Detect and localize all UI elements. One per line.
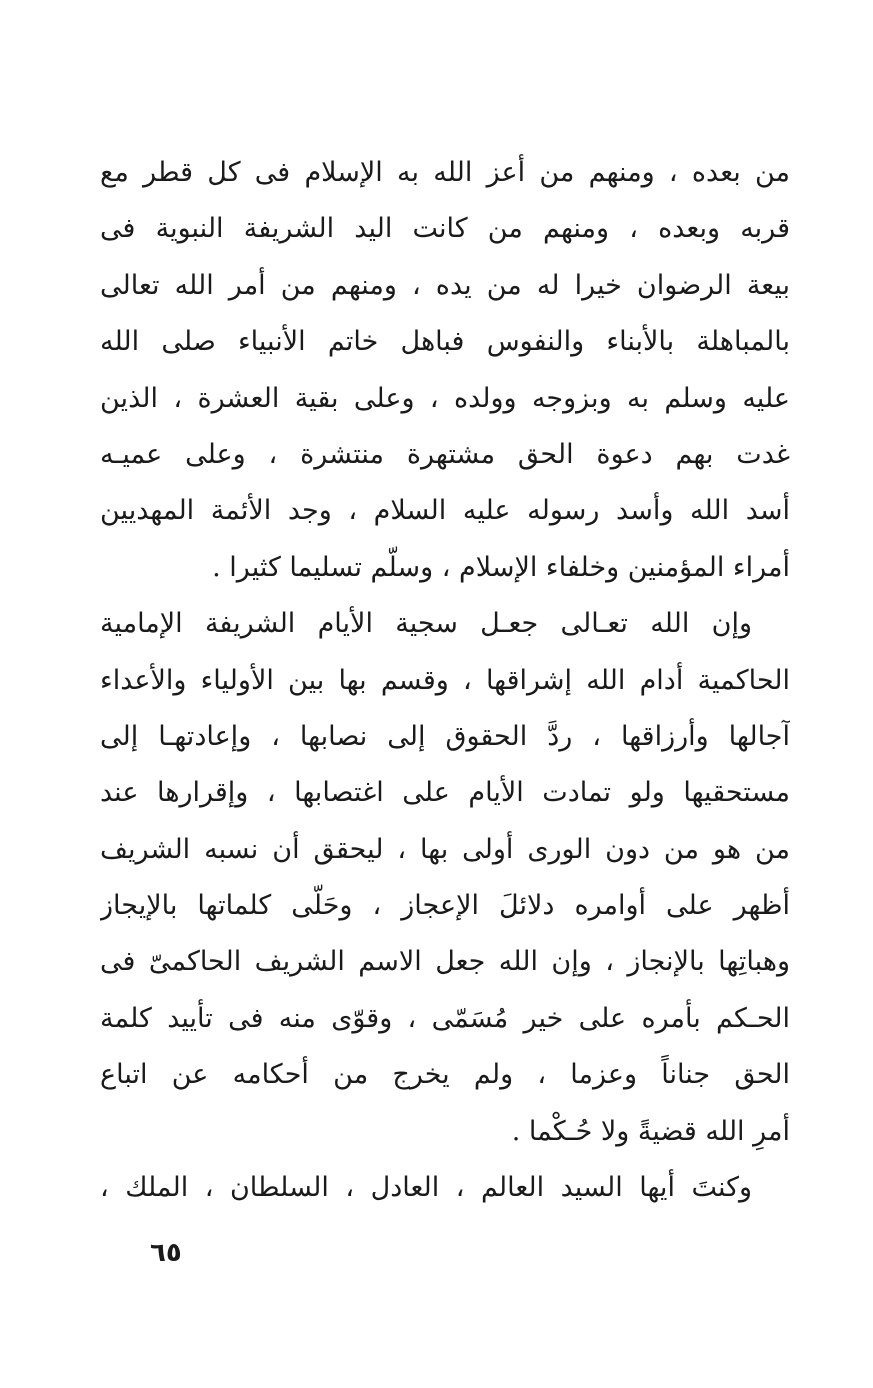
text-line: من هو من دون الورى أولى بها ، ليحقق أن نسبه الشريف (100, 833, 790, 865)
text-line: آجالها وأرزاقها ، ردَّ الحقوق إلى نصابها ، وإعادتهـا إلى (100, 720, 790, 752)
text-line: وهباتِها بالإنجاز ، وإن الله جعل الاسم الشريف الحاكمىّ فى (100, 946, 790, 978)
text-line: وإن الله تعـالى جعـل سجية الأيام الشريفة الإمامية (100, 608, 752, 640)
text-line: أسد الله وأسد رسوله عليه السلام ، وجد الأئمة المهديين (100, 495, 790, 527)
text-line: وكنتَ أيها السيد العالم ، العادل ، السلطان ، الملك ، (100, 1172, 752, 1204)
text-line: مستحقيها ولو تمادت الأيام على اغتصابها ، وإقرارها عند (100, 777, 790, 809)
text-line: عليه وسلم به وبزوجه وولده ، وعلى بقية العشرة ، الذين (100, 382, 790, 414)
text-line: بالمباهلة بالأبناء والنفوس فباهل خاتم الأنبياء صلى الله (100, 326, 790, 358)
text-line: غدت بهم دعوة الحق مشتهرة منتشرة ، وعلى عميـه (100, 438, 790, 470)
text-line: الحق جناناً وعزما ، ولم يخرج من أحكامه عن اتباع (100, 1059, 790, 1091)
text-line: أمراء المؤمنين وخلفاء الإسلام ، وسلّم تسليما كثيرا . (212, 551, 790, 583)
text-line: أظهر على أوامره دلائلَ الإعجاز ، وحَلّى كلماتها بالإيجاز (100, 890, 790, 922)
page-number: ٦٥ (150, 1238, 182, 1268)
text-line: من بعده ، ومنهم من أعز الله به الإسلام فى كل قطر مع (100, 157, 790, 188)
text-line: الحاكمية أدام الله إشراقها ، وقسم بها بين الأولياء والأعداء (100, 664, 790, 696)
text-line: بيعة الرضوان خيرا له من يده ، ومنهم من أمر الله تعالى (100, 269, 790, 301)
text-line: قربه وبعده ، ومنهم من كانت اليد الشريفة النبوية فى (100, 213, 790, 245)
body-text (100, 145, 790, 1216)
text-line: الحـكم بأمره على خير مُسَمّى ، وقوّى منه فى تأييد كلمة (100, 1002, 790, 1034)
text-line: أمرِ الله قضيةً ولا حُـكْما . (511, 1115, 790, 1147)
